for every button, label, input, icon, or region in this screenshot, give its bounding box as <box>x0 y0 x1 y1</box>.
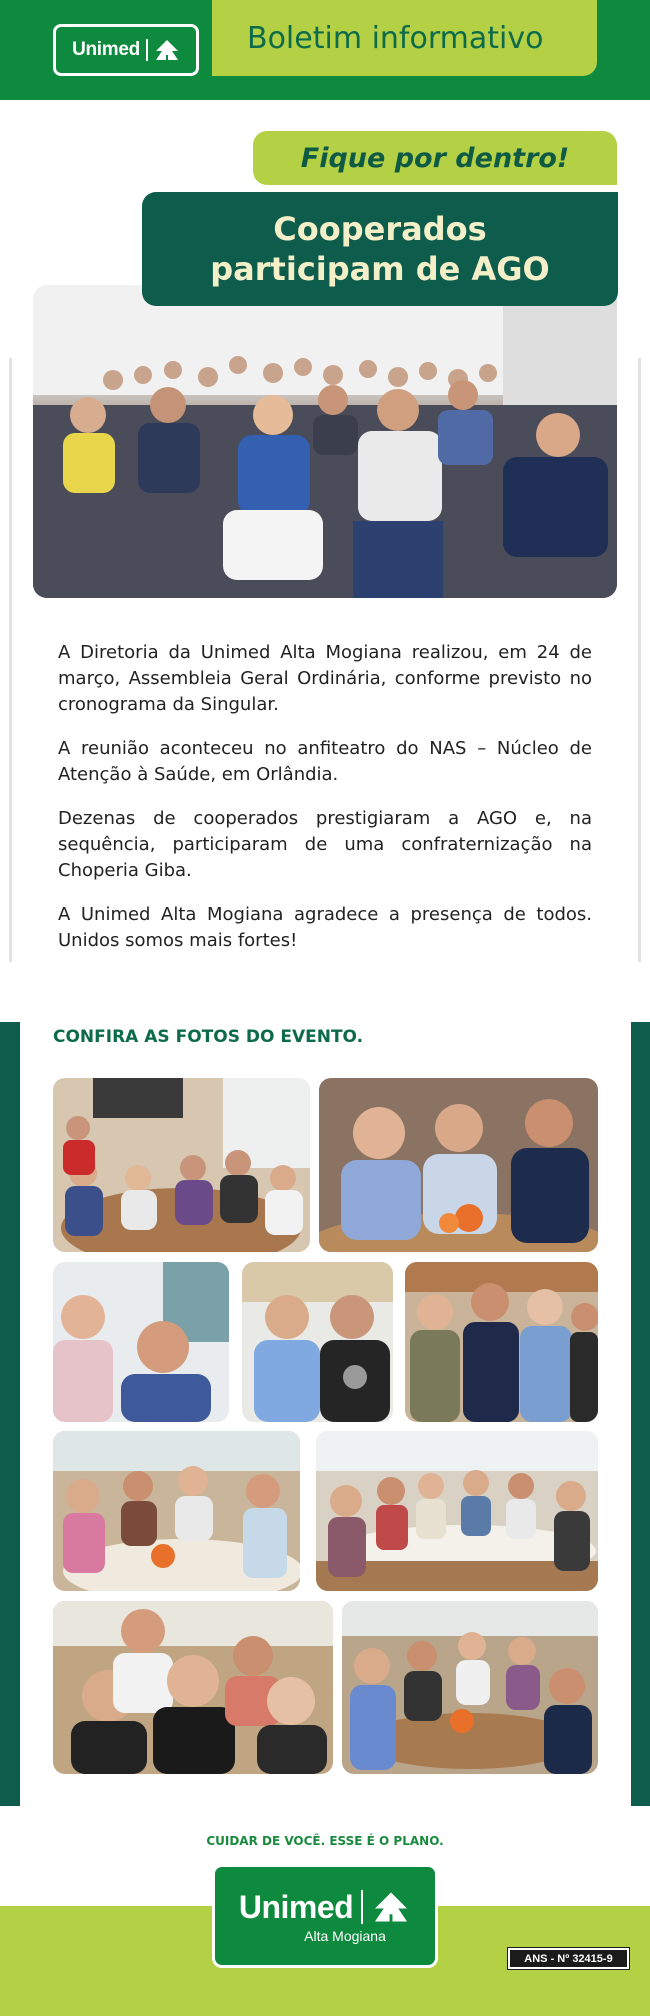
headline-line-2: participam de AGO <box>210 250 550 288</box>
article-paragraph-4: A Unimed Alta Mogiana agradece a presença de todos. Unidos somos mais fortes! <box>58 904 592 951</box>
gallery-photo-4[interactable] <box>242 1262 393 1422</box>
article-paragraph-2: A reunião aconteceu no anfiteatro do NAS – Núcleo de Atenção à Saúde, em Orlândia. <box>58 738 592 785</box>
gallery-photo-1[interactable] <box>53 1078 310 1252</box>
hero-photo <box>33 285 617 598</box>
article-body <box>58 640 592 972</box>
headline-box <box>142 192 618 306</box>
unimed-tree-icon <box>371 1891 411 1923</box>
article-paragraph-1: A Diretoria da Unimed Alta Mogiana realizou, em 24 de março, Assembleia Geral Ordinária, conforme previsto no cronograma da Singular. <box>58 642 592 715</box>
gallery-photo-7[interactable] <box>316 1431 598 1591</box>
footer-logo-row <box>239 1889 411 1926</box>
article-paragraph-3: Dezenas de cooperados prestigiaram a AGO e, na sequência, participaram de uma confraternização na Choperia Giba. <box>58 808 592 881</box>
kicker-text: Fique por dentro! <box>300 142 570 174</box>
gallery-photo-2[interactable] <box>319 1078 598 1252</box>
footer-logo-separator <box>361 1890 363 1924</box>
unimed-logo[interactable] <box>53 24 199 76</box>
unimed-tree-icon <box>154 39 180 61</box>
footer-logo-text: Unimed <box>238 1888 354 1925</box>
ans-registration-badge: ANS - Nº 32415-9 <box>508 1948 629 1969</box>
gallery-photo-3[interactable] <box>53 1262 229 1422</box>
bulletin-title: Boletim informativo <box>247 20 544 56</box>
left-divider <box>9 358 12 962</box>
bulletin-tab <box>212 0 597 76</box>
gallery-photo-6[interactable] <box>53 1431 300 1591</box>
headline-line-1: Cooperados <box>273 210 487 248</box>
logo-text: Unimed <box>72 39 140 60</box>
footer-logo-subtitle: Alta Mogiana <box>304 1927 386 1944</box>
gallery-photo-9[interactable] <box>342 1601 598 1774</box>
logo-separator <box>146 39 148 61</box>
right-divider <box>638 358 641 962</box>
headline <box>210 209 549 289</box>
gallery-title: CONFIRA AS FOTOS DO EVENTO. <box>53 1027 364 1047</box>
kicker-badge <box>253 131 617 185</box>
gallery-photo-5[interactable] <box>405 1262 598 1422</box>
footer-slogan: CUIDAR DE VOCÊ. ESSE É O PLANO. <box>206 1834 444 1848</box>
footer-unimed-logo[interactable] <box>212 1864 438 1968</box>
gallery-photo-8[interactable] <box>53 1601 333 1774</box>
